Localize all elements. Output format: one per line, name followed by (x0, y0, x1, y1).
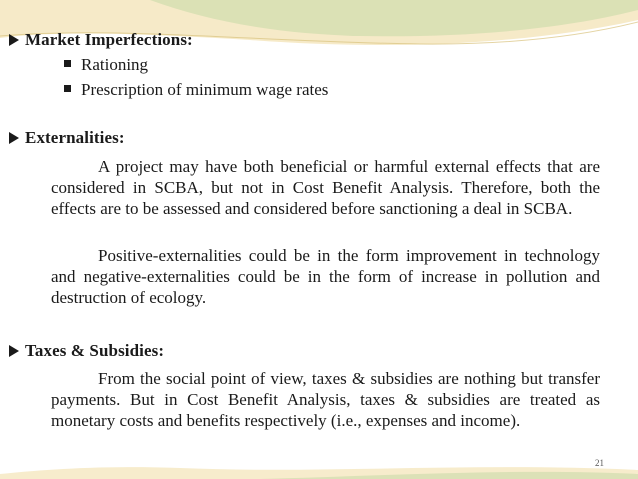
heading-text: Market Imperfections: (25, 30, 193, 49)
externalities-paragraph-2: Positive-externalities could be in the form improvement in technology and negative-externalities could be in the form of increase in pollution and destruction of ecology. (51, 246, 600, 307)
bullet-text: Rationing (81, 55, 149, 74)
page-number: 21 (595, 458, 604, 468)
bullet-rationing (64, 55, 148, 75)
heading-text: Taxes & Subsidies: (25, 341, 165, 360)
square-bullet-icon (64, 85, 71, 92)
heading-taxes-subsidies (9, 341, 164, 361)
heading-market-imperfections (9, 30, 193, 50)
arrow-right-icon (9, 132, 19, 144)
heading-text: Externalities: (25, 128, 125, 147)
heading-externalities (9, 128, 125, 148)
arrow-right-icon (9, 345, 19, 357)
arrow-right-icon (9, 34, 19, 46)
externalities-paragraph-1: A project may have both beneficial or harmful external effects that are considered in SCBA, but not in Cost Benefit Analysis. Therefore, both the effects are to be assessed and considered before sanctioning a deal in SCBA. (51, 157, 600, 218)
bullet-minimum-wage (64, 80, 328, 100)
square-bullet-icon (64, 60, 71, 67)
taxes-paragraph: From the social point of view, taxes & subsidies are nothing but transfer payments. But in Cost Benefit Analysis, taxes & subsidies are treated as monetary costs and benefits respectively (i.e., expenses and income). (51, 369, 600, 430)
bullet-text: Prescription of minimum wage rates (81, 80, 329, 99)
